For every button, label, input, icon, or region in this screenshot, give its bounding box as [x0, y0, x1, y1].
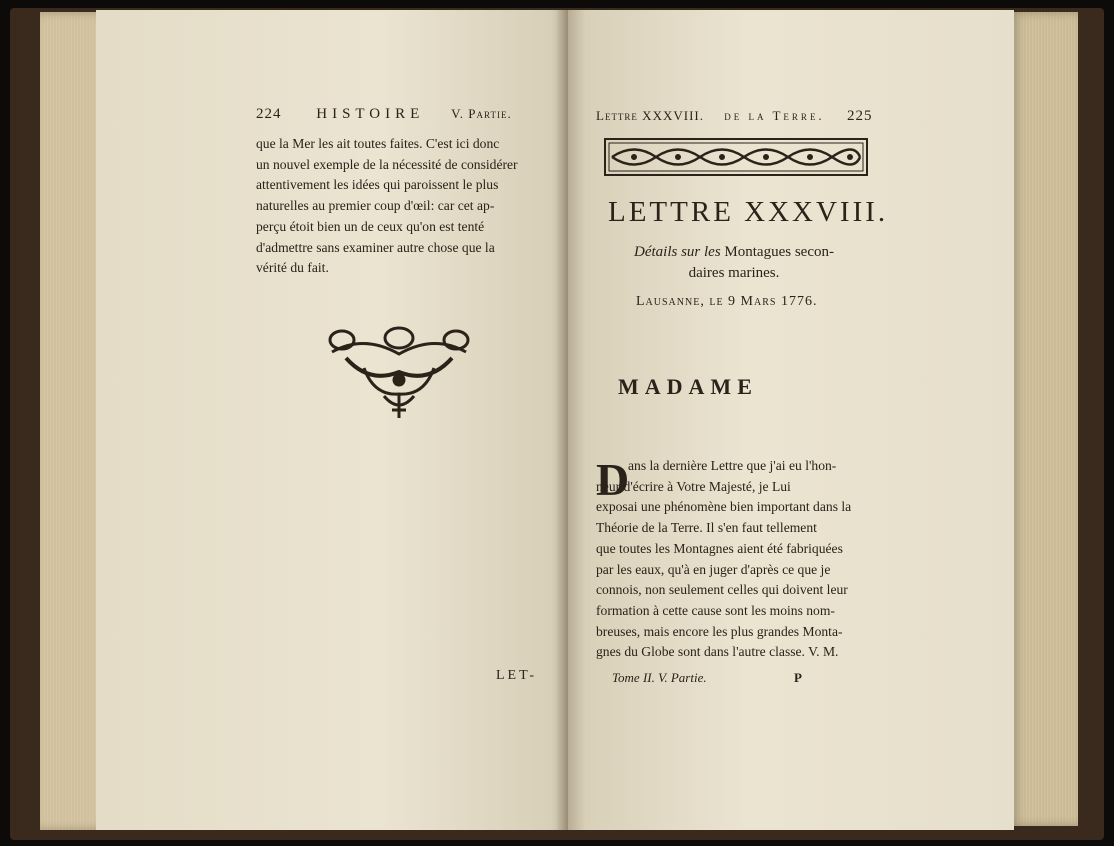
page-edges-right	[1010, 12, 1078, 826]
footer-volume: Tome II. V. Partie.	[612, 670, 707, 685]
subtitle-line-2: daires marines.	[688, 265, 780, 281]
tailpiece-ornament	[324, 324, 474, 420]
text-line: gnes du Globe sont dans l'autre classe. V. M.	[596, 644, 839, 660]
left-running-section: V. Partie.	[451, 106, 512, 121]
text-line: vérité du fait.	[256, 260, 329, 276]
right-page	[568, 10, 1014, 830]
text-line: connois, non seulement celles qui doivent leur	[596, 582, 848, 598]
salutation: MADAME	[618, 374, 758, 399]
letter-subtitle	[608, 242, 860, 284]
dateline: Lausanne, le 9 Mars 1776.	[636, 294, 818, 309]
text-line: d'admettre sans examiner autre chose que la	[256, 239, 495, 255]
text-line: naturelles au premier coup d'œil: car cet ap-	[256, 198, 495, 214]
text-line: exposai une phénomène bien important dans la	[596, 499, 852, 515]
subtitle-italic: Détails sur les	[634, 244, 721, 260]
text-line: formation à cette cause sont les moins nom-	[596, 602, 835, 618]
text-line: neur d'écrire à Votre Majesté, je Lui	[596, 478, 791, 494]
text-line: perçu étoit bien un de ceux qu'on est tenté	[256, 218, 485, 234]
left-page	[96, 10, 570, 830]
text-line: par les eaux, qu'à en juger d'après ce que je	[596, 561, 831, 577]
letter-title: LETTRE XXXVIII.	[608, 196, 889, 228]
right-body-text	[596, 456, 874, 663]
left-body-text	[256, 134, 536, 279]
text-line: Théorie de la Terre. Il s'en faut tellement	[596, 520, 817, 536]
left-page-number: 224	[256, 106, 282, 122]
right-page-number: 225	[846, 108, 873, 124]
left-running-head	[256, 106, 512, 123]
headpiece-ornament	[604, 138, 868, 176]
left-running-title: HISTOIRE	[316, 106, 425, 122]
right-running-letter: Lettre XXXVIII.	[596, 108, 704, 123]
subtitle-line-1: Montagues secon-	[724, 244, 834, 260]
right-running-head	[596, 108, 872, 125]
text-line: attentivement les idées qui paroissent le plus	[256, 177, 499, 193]
text-line: que la Mer les ait toutes faites. C'est ici donc	[256, 136, 500, 151]
text-line: ans la dernière Lettre que j'ai eu l'hon-	[628, 458, 837, 473]
left-catchword: LET-	[496, 668, 538, 683]
right-running-title: de la Terre.	[724, 108, 825, 123]
text-line: breuses, mais encore les plus grandes Monta-	[596, 623, 843, 639]
text-line: un nouvel exemple de la nécessité de considérer	[256, 156, 518, 172]
text-line: que toutes les Montagnes aient été fabriquées	[596, 540, 843, 556]
signature-mark: P	[794, 670, 802, 685]
drop-cap: D	[596, 454, 630, 505]
